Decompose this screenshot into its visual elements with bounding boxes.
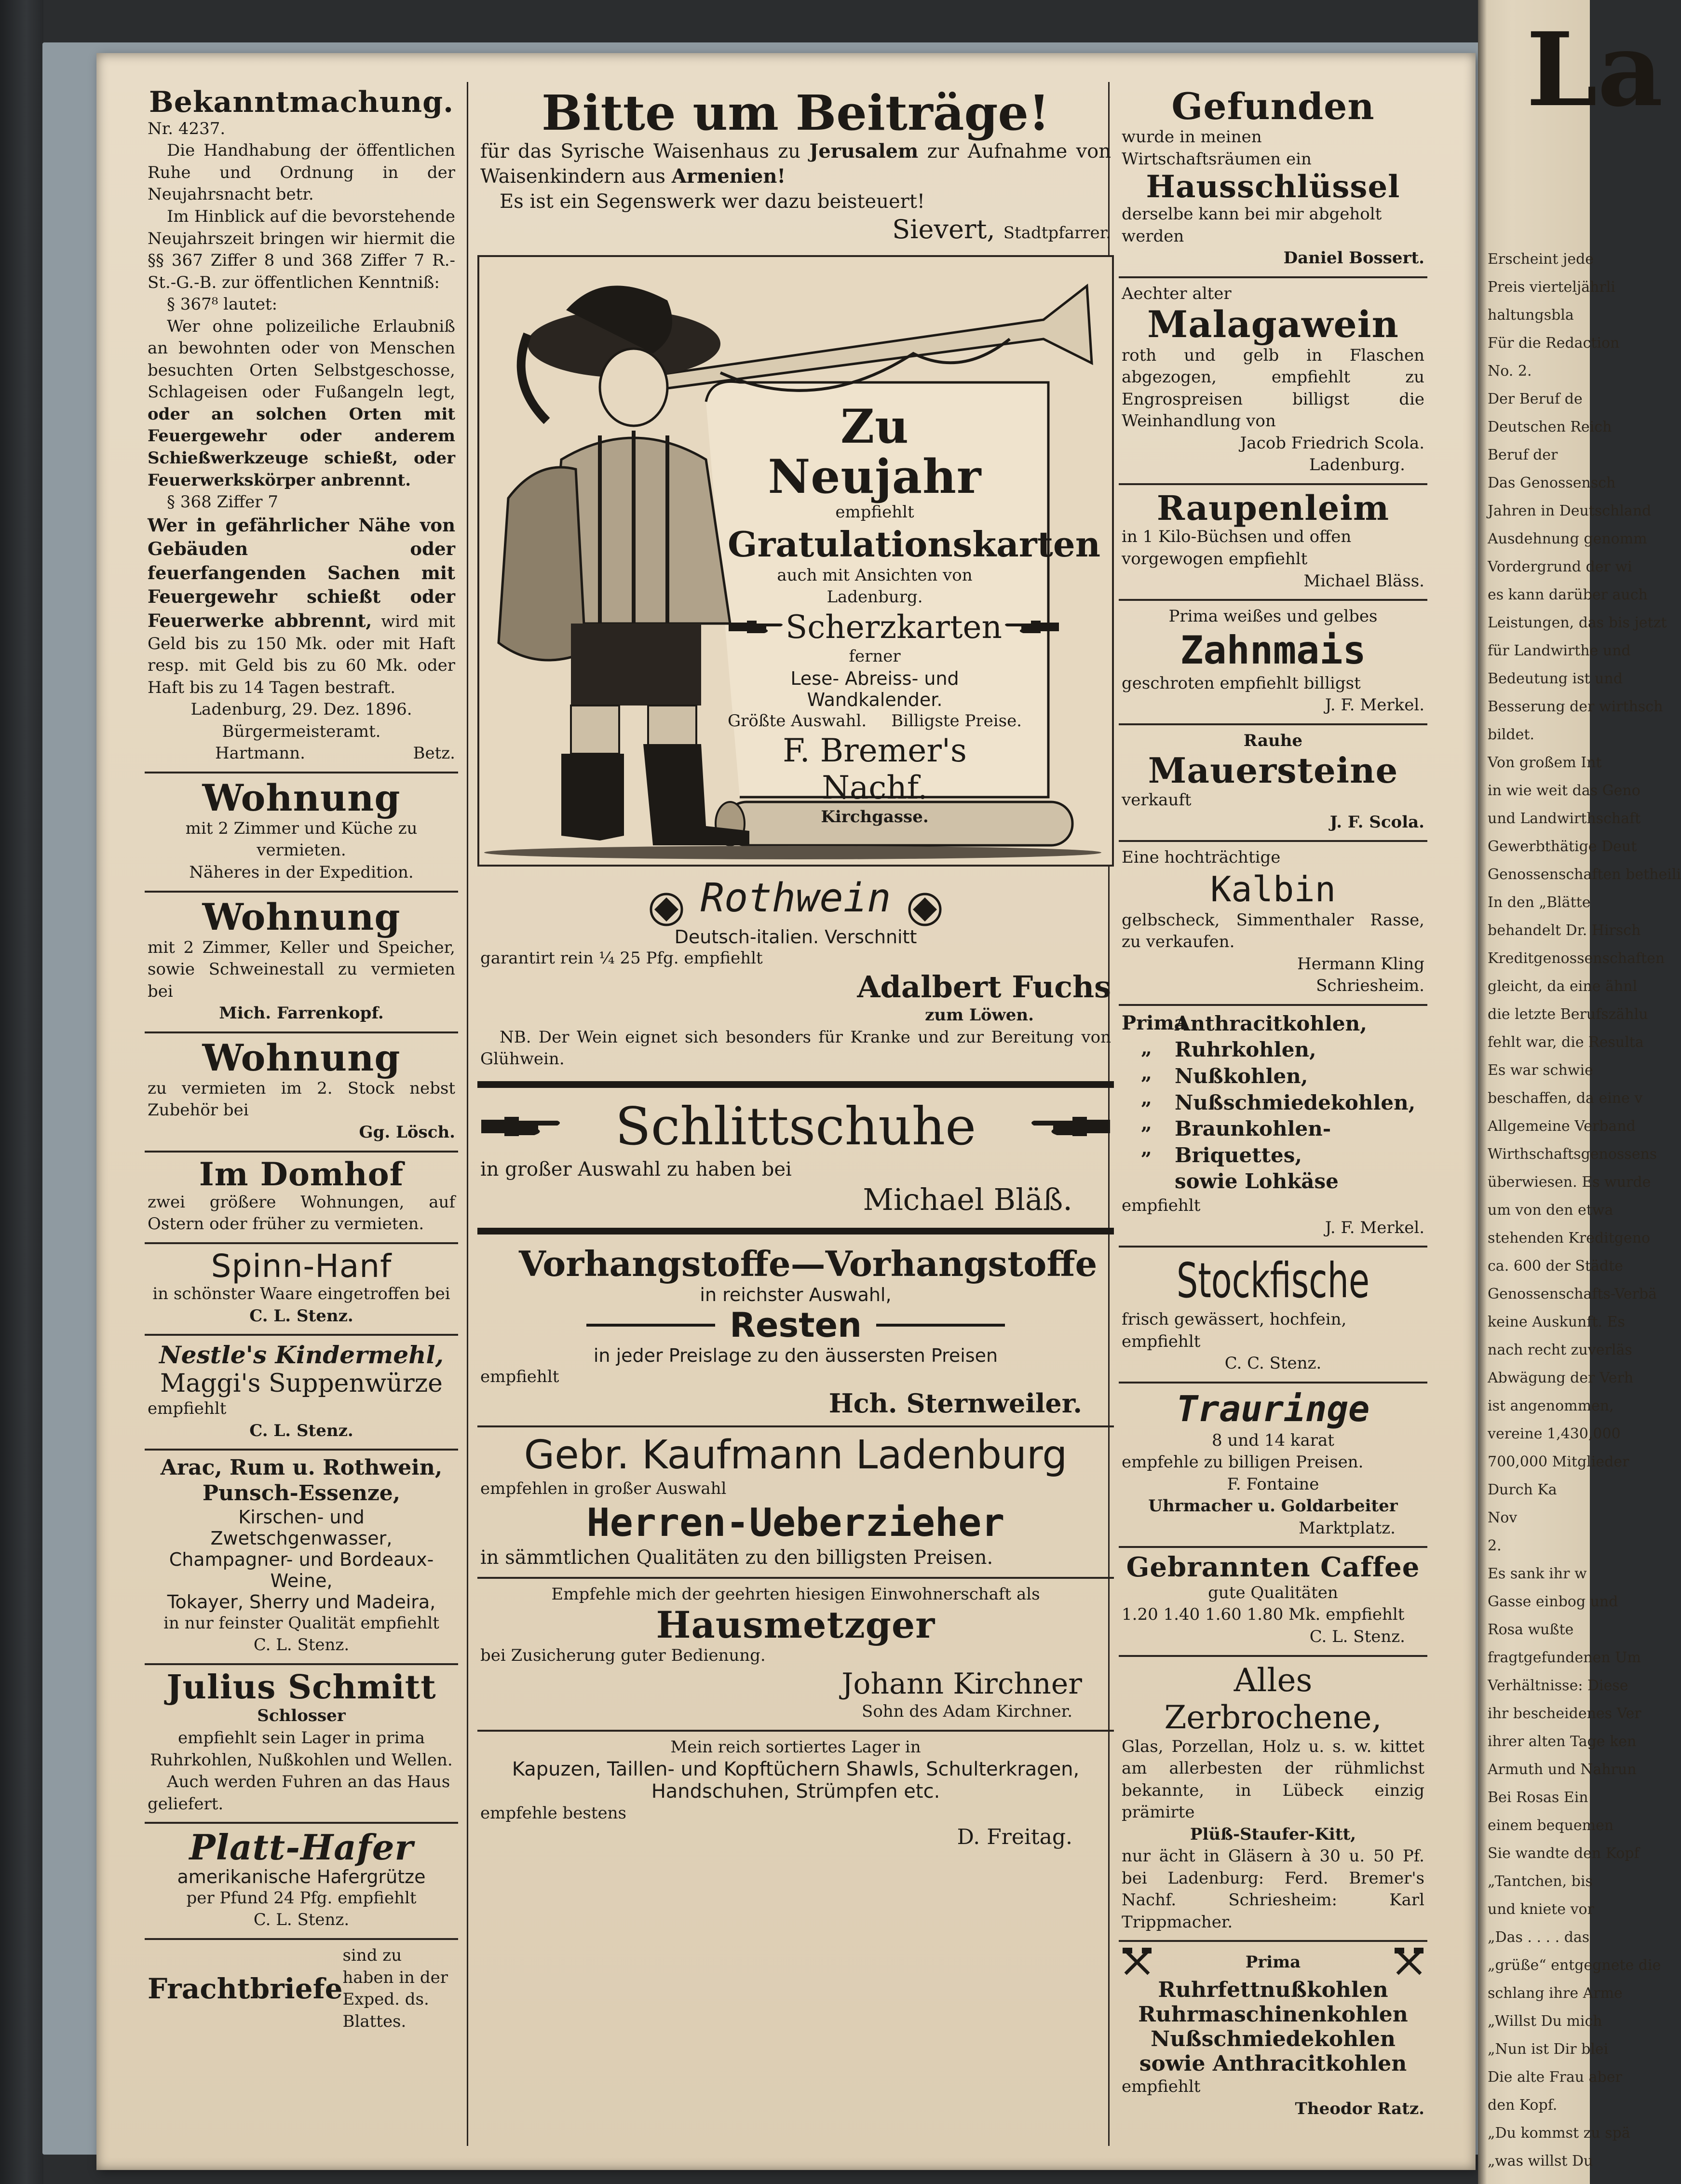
ad-address: zum Löwen.: [925, 1005, 1034, 1025]
adjacent-page-line: Bei Rosas Ein: [1488, 1789, 1588, 1806]
adjacent-page-line: In den „Blätte: [1488, 894, 1591, 911]
ad-gefunden: [1119, 82, 1427, 278]
paragraph-body: [148, 316, 455, 491]
notice-date: Ladenburg, 29. Dez. 1896.: [190, 700, 412, 719]
ad-title: Vorhangstoffe: [825, 1243, 1098, 1284]
ruhr-title-row: [1122, 1947, 1424, 1978]
adjacent-page-line: Beruf der: [1488, 447, 1558, 463]
ad-advertiser: Hermann Kling: [1297, 954, 1424, 974]
signature-left: Hartmann.: [215, 744, 305, 763]
ad-kaufmann: [477, 1427, 1114, 1579]
vorhang-title-row: [480, 1243, 1111, 1284]
adjacent-page-line: No. 2.: [1488, 363, 1532, 380]
adjacent-page-line: Sie wandte den Kopf: [1488, 1845, 1640, 1862]
schlittschuhe-title-row: [480, 1097, 1111, 1157]
adjacent-page-line: Die alte Frau aber: [1488, 2069, 1622, 2086]
coal-item: Anthracitkohlen,: [1175, 1011, 1367, 1035]
ad-text: Näheres in der Expedition.: [189, 862, 414, 882]
ad-arac: [145, 1451, 458, 1665]
ditto-mark: „: [1141, 1036, 1152, 1059]
pointing-hand-icon: [1029, 1114, 1111, 1139]
resten-row: [480, 1305, 1111, 1345]
paragraph-head: § 367⁸ lautet:: [167, 295, 278, 314]
masthead-fragment: La: [1526, 10, 1663, 129]
ad-advertiser: F. Bremer's Nachf.: [783, 732, 967, 807]
ad-product: Nestle's Kindermehl,: [159, 1341, 444, 1370]
ad-title: Platt-Hafer: [189, 1827, 414, 1868]
ad-text: empfiehlt: [1122, 2077, 1201, 2097]
adjacent-page-line: „Tantchen, bis: [1488, 1873, 1593, 1890]
adjacent-page-line: ihrer alten Tage ken: [1488, 1733, 1637, 1750]
ad-text: in jeder Preislage zu den äussersten Preisen: [593, 1344, 998, 1366]
ad-text: in sämmtlichen Qualitäten zu den billigsten Preisen.: [480, 1546, 993, 1569]
notice-body: Im Hinblick auf die bevorstehende Neujahrszeit bringen wir hiermit die §§ 367 Ziffer 8 und 368 Ziffer 7 R.-St.-G.-B. zur öffentlichen Kenntniß:: [148, 206, 455, 292]
ad-note: NB. Der Wein eignet sich besonders für Kranke und zur Bereitung von Glühwein.: [480, 1027, 1111, 1069]
ad-text: Mein reich sortiertes Lager in: [670, 1737, 921, 1757]
ad-text: in großer Auswahl zu haben bei: [480, 1158, 792, 1180]
ad-title: Spinn-Hanf: [211, 1247, 392, 1285]
adjacent-page-line: Genossenschafts-Verbä: [1488, 1286, 1657, 1302]
ad-advertiser: Michael Bläss.: [1303, 571, 1424, 591]
ad-title: Raupenleim: [1156, 488, 1390, 528]
newspaper-page: [96, 53, 1476, 2170]
ad-text: empfehlen in großer Auswahl: [480, 1479, 727, 1499]
ad-product: Maggi's Suppenwürze: [160, 1369, 443, 1398]
adjacent-page-line: ca. 600 der Städte: [1488, 1258, 1623, 1275]
adjacent-page-line: Für die Redaction: [1488, 335, 1620, 352]
ad-text: Champagner- und Bordeaux-Weine,: [169, 1548, 434, 1591]
adjacent-page-line: keine Auskunft. Es: [1488, 1314, 1625, 1330]
adjacent-page-line: Es war schwie: [1488, 1062, 1593, 1079]
ad-text: Tokayer, Sherry und Madeira,: [167, 1591, 436, 1613]
crossed-hammers-icon: [1122, 1947, 1152, 1978]
adjacent-page-line: gleicht, da eine ähnl: [1488, 978, 1638, 995]
ditto-mark: „: [1141, 1086, 1152, 1110]
ad-product: Gratulationskarten: [728, 523, 1101, 565]
adjacent-page-line: 700,000 Mitglieder: [1488, 1453, 1629, 1470]
notice-number: Nr. 4237.: [148, 119, 226, 138]
ad-advertiser: C. L. Stenz.: [249, 1421, 353, 1440]
ad-advertiser: C. C. Stenz.: [1224, 1354, 1322, 1373]
adjacent-page-line: beschaffen, da eine v: [1488, 1090, 1643, 1107]
adjacent-page-line: den Kopf.: [1488, 2097, 1558, 2114]
ad-schlittschuhe: [477, 1092, 1114, 1224]
ad-title: Arac, Rum u. Rothwein, Punsch-Essenze,: [160, 1455, 443, 1506]
diamond-ornament-icon: [650, 893, 683, 926]
prima-label: Prima: [1122, 1011, 1187, 1034]
scroll-text: [728, 399, 1101, 828]
pointing-hand-icon: [728, 619, 786, 635]
ad-title: Bitte um Beiträge!: [542, 84, 1050, 141]
adjacent-page-line: vereine 1,430,000: [1488, 1425, 1621, 1442]
ad-advertiser: C. L. Stenz.: [249, 1306, 353, 1326]
ad-text: zu vermieten im 2. Stock nebst Zubehör bei: [148, 1078, 455, 1120]
ad-text: Kirschen- und Zwetschgenwasser,: [210, 1506, 393, 1549]
adjacent-page-line: Verhältnisse: Diese: [1488, 1677, 1628, 1694]
coal-list-items: [1175, 1011, 1424, 1195]
adjacent-page-line: die letzte Berufszählu: [1488, 1006, 1648, 1023]
adjacent-page-line: Kreditgenossenschaften: [1488, 950, 1665, 967]
ad-title: Frachtbriefe: [148, 1972, 343, 2006]
notice-office: Bürgermeisteramt.: [222, 721, 381, 741]
ditto-mark: „: [1141, 1137, 1152, 1160]
ad-country: Armenien!: [671, 165, 786, 188]
ad-advertiser: Theodor Ratz.: [1295, 2099, 1424, 2119]
ad-title: Malagawein: [1147, 303, 1399, 346]
ad-wohnung-3: [145, 1033, 458, 1153]
signature-title: Stadtpfarrer.: [1003, 223, 1111, 243]
ad-freitag: [477, 1732, 1114, 1856]
adjacent-page-line: Armuth und Nahrun: [1488, 1761, 1637, 1778]
ad-advertiser: C. L. Stenz.: [253, 1910, 350, 1930]
adjacent-page-line: Abwägung der Verh: [1488, 1370, 1634, 1386]
ad-zahnmais: [1119, 601, 1427, 725]
ad-advertiser: C. L. Stenz.: [1309, 1627, 1405, 1647]
ad-text: Handschuhen, Strümpfen etc.: [651, 1780, 940, 1803]
paragraph-bold-text: Wer in gefährlicher Nähe von Gebäuden oder feuerfangenden Sachen mit Feuergewehr schießt oder Feuerwerke abbrennt,: [148, 514, 455, 631]
ad-vorhangstoffe: [477, 1238, 1114, 1428]
adjacent-page-line: Allgemeine Verband: [1488, 1118, 1636, 1135]
offer-row: [728, 710, 1022, 733]
ad-product: Ruhrmaschinenkohlen: [1138, 2002, 1408, 2027]
ad-advertiser: Hch. Sternweiler.: [828, 1388, 1082, 1419]
ad-subtitle: Schlosser: [257, 1706, 346, 1726]
ad-kohlen-merkel: [1119, 1006, 1427, 1248]
ad-platt-hafer: [145, 1824, 458, 1940]
ad-raupenleim: [1119, 485, 1427, 601]
adjacent-page-line: Ausdehnung genomm: [1488, 530, 1647, 547]
ad-advertiser: J. F. Merkel.: [1325, 695, 1424, 715]
ad-text: roth und gelb in Flaschen abgezogen, empfiehlt zu Engrospreisen billigst die Weinhandlung von: [1122, 345, 1424, 431]
ad-text: derselbe kann bei mir abgeholt werden: [1122, 204, 1382, 246]
coal-item: sowie Lohkäse: [1175, 1169, 1339, 1194]
ad-address: Kirchgasse.: [821, 807, 929, 827]
adjacent-page-line: „Du kommst zu spä: [1488, 2125, 1630, 2142]
ad-pretitle: Eine hochträchtige: [1122, 848, 1281, 868]
adjacent-page-line: Erscheint jede: [1488, 251, 1594, 268]
ad-title: Stockfische: [1176, 1252, 1370, 1309]
ad-text: Glas, Porzellan, Holz u. s. w. kittet am allerbesten der rühmlichst bekannte, in Lübeck einzig prämirte: [1122, 1736, 1424, 1822]
ad-advertiser: Mich. Farrenkopf.: [219, 1004, 384, 1023]
ad-title: Wohnung: [202, 776, 401, 819]
ad-advertiser: Daniel Bossert.: [1283, 248, 1424, 268]
ad-text: wurde in meinen Wirtschaftsräumen ein: [1122, 127, 1312, 169]
ornament-line: [876, 1324, 1005, 1327]
ad-malagawein: [1119, 278, 1427, 485]
crossed-hammers-icon: [1394, 1947, 1424, 1978]
adjacent-page-line: „grüße“ entgegnete die: [1488, 1957, 1661, 1974]
adjacent-page-line: Durch Ka: [1488, 1481, 1557, 1498]
adjacent-page-line: fehlt war, die Resulta: [1488, 1034, 1644, 1051]
ad-title: Gefunden: [1171, 85, 1375, 128]
offer-left: Größte Auswahl.: [728, 711, 867, 731]
ad-address: Ladenburg.: [1309, 455, 1405, 475]
notice-subject: Die Handhabung der öffentlichen Ruhe und Ordnung in der Neujahrsnacht betr.: [148, 141, 455, 204]
coal-list: [1122, 1011, 1424, 1195]
ad-text: geschroten empfiehlt billigst: [1122, 673, 1361, 693]
adjacent-page-line: nach recht zuverläs: [1488, 1342, 1632, 1358]
ad-product: Ruhrfettnußkohlen: [1158, 1978, 1388, 2003]
divider: [477, 1228, 1114, 1234]
ad-city: Jerusalem: [809, 140, 919, 163]
ad-advertiser: Jacob Friedrich Scola.: [1240, 433, 1424, 453]
adjacent-page-line: „Das . . . . das: [1488, 1929, 1590, 1946]
title-dash: —: [790, 1243, 826, 1284]
ad-title: Gebrannten Caffee: [1126, 1551, 1420, 1584]
ad-product: Scherzkarten: [786, 608, 1003, 646]
ad-title: Schlittschuhe: [615, 1096, 976, 1157]
adjacent-page-line: „was willst Du: [1488, 2153, 1593, 2170]
ad-text: Kapuzen, Taillen- und Kopftüchern Shawls, Schulterkragen,: [512, 1758, 1080, 1781]
ad-title: Vorhangstoffe: [519, 1243, 791, 1284]
ad-subtitle: Sohn des Adam Kirchner.: [862, 1701, 1072, 1721]
paragraph-body: [148, 514, 455, 699]
adjacent-page-line: Genossenschaften betheili: [1488, 866, 1681, 883]
adjacent-page: [1478, 0, 1681, 2184]
adjacent-page-line: behandelt Dr. Hirsch: [1488, 922, 1641, 939]
column-left: [145, 82, 458, 2039]
adjacent-page-line: Nov: [1488, 1509, 1518, 1526]
ad-text: empfehle zu billigen Preisen.: [1122, 1452, 1364, 1472]
ad-title: Rothwein: [700, 875, 891, 921]
ad-text: Auch werden Fuhren an das Haus geliefert.: [148, 1772, 450, 1814]
ad-text: in schönster Waare eingetroffen bei: [152, 1284, 450, 1304]
binder-edge: [0, 0, 43, 2184]
scherzkarten-row: [728, 609, 1022, 646]
adjacent-page-line: Preis vierteljährli: [1488, 279, 1615, 296]
ad-text: in reichster Auswahl,: [700, 1284, 892, 1305]
ad-text: 8 und 14 karat: [1212, 1430, 1334, 1450]
ad-wohnung-2: [145, 893, 458, 1033]
adjacent-page-line: 2.: [1488, 1537, 1502, 1554]
ad-pretitle: Prima weißes und gelbes: [1168, 607, 1378, 626]
adjacent-page-line: ihr bescheidenes Ver: [1488, 1705, 1641, 1722]
offer-right: Billigste Preise.: [891, 711, 1022, 731]
ad-subtitle: Deutsch-italien. Verschnitt: [674, 926, 917, 948]
ad-hausmetzger: [477, 1579, 1114, 1732]
ad-product: Nußschmiedekohlen: [1151, 2027, 1396, 2052]
signature-right: Betz.: [413, 744, 455, 763]
ad-title: Zahnmais: [1180, 627, 1366, 673]
adjacent-page-line: für Landwirthe und: [1488, 642, 1631, 659]
prima-label: Prima: [1245, 1952, 1301, 1972]
adjacent-page-line: und kniete vor: [1488, 1901, 1594, 1918]
ad-text: ferner: [849, 646, 901, 666]
adjacent-page-line: um von den etwa: [1488, 1202, 1613, 1219]
adjacent-page-line: überwiesen. Es wurde: [1488, 1174, 1651, 1191]
ad-advertiser: C. L. Stenz.: [253, 1635, 350, 1655]
adjacent-page-line: Deutschen Reich: [1488, 419, 1612, 435]
ad-neujahr: [477, 255, 1114, 867]
pointing-hand-icon: [1002, 619, 1060, 635]
adjacent-page-line: Bedeutung ist und: [1488, 670, 1623, 687]
ad-kalbin: [1119, 842, 1427, 1006]
adjacent-page-line: stehenden Kreditgeno: [1488, 1230, 1651, 1247]
coal-item: Nußkohlen,: [1175, 1064, 1308, 1088]
adjacent-page-line: schlang ihre Arme: [1488, 1985, 1623, 2002]
adjacent-page-line: haltungsbla: [1488, 307, 1574, 324]
divider: [477, 1081, 1114, 1088]
ad-advertiser: D. Freitag.: [957, 1824, 1072, 1849]
ditto-mark: „: [1141, 1061, 1152, 1085]
ad-text: empfehle bestens: [480, 1804, 626, 1823]
adjacent-page-line: Wirthschaftsgenossens: [1488, 1146, 1657, 1163]
ad-title: Kalbin: [1210, 868, 1336, 909]
ad-bekanntmachung: [145, 82, 458, 773]
ad-text: sind zu haben in der Exped. ds. Blattes.: [342, 1946, 448, 2031]
adjacent-page-line: Besserung der wirthsch: [1488, 698, 1663, 715]
ad-title: Trauringe: [1176, 1388, 1370, 1430]
adjacent-page-line: bildet.: [1488, 726, 1534, 743]
adjacent-page-line: es kann darüber auch: [1488, 586, 1648, 603]
ad-text: nur ächt in Gläsern à 30 u. 50 Pf. bei Ladenburg: Ferd. Bremer's Nachf. Schriesheim: Karl Trippmacher.: [1122, 1846, 1424, 1932]
adjacent-page-line: Vordergrund der wi: [1488, 558, 1632, 575]
adjacent-page-line: Von großem Int: [1488, 754, 1602, 771]
ad-product: sowie Anthracitkohlen: [1139, 2051, 1407, 2076]
adjacent-page-line: Gasse einbog und: [1488, 1593, 1618, 1610]
pointing-hand-icon: [480, 1114, 562, 1139]
notice-signatures: [148, 743, 455, 765]
ad-advertiser: F. Fontaine: [1227, 1474, 1319, 1494]
adjacent-page-line: Das Genossensch: [1488, 475, 1616, 491]
ad-schmitt: [145, 1665, 458, 1824]
adjacent-page-line: fragtgefundenen Um: [1488, 1649, 1641, 1666]
adjacent-page-line: Leistungen, das bis jetzt: [1488, 614, 1667, 631]
ad-text: in 1 Kilo-Büchsen und offen vorgewogen empfiehlt: [1122, 527, 1352, 569]
ad-text: [480, 139, 1111, 189]
ad-text: bei Zusicherung guter Bedienung.: [480, 1646, 766, 1666]
coal-item: Ruhrkohlen,: [1175, 1038, 1316, 1062]
signature-name: Sievert,: [892, 214, 995, 244]
adjacent-page-line: „Nun ist Dir blei: [1488, 2041, 1609, 2058]
ad-text: empfiehlt: [835, 502, 914, 522]
ad-text-part: für das Syrische Waisenhaus zu: [480, 140, 801, 163]
ad-mauersteine: [1119, 725, 1427, 842]
ad-advertiser: Gg. Lösch.: [359, 1122, 455, 1142]
ad-text: mit 2 Zimmer, Keller und Speicher, sowie Schweinestall zu vermieten bei: [148, 937, 455, 1001]
ad-text: gute Qualitäten: [1208, 1583, 1338, 1602]
ad-advertiser: J. F. Scola.: [1329, 812, 1424, 832]
column-rule-1: [467, 82, 468, 2146]
paragraph-text: wird mit Geld bis zu 150 Mk. oder mit Haft resp. mit Geld bis zu 60 Mk. oder Haft bis zu 14 Tagen bestraft.: [148, 611, 455, 697]
ad-title: Bekanntmachung.: [149, 85, 454, 119]
ad-text: in nur feinster Qualität empfiehlt: [163, 1613, 439, 1633]
column-middle: [477, 82, 1114, 1856]
ad-subtitle: Uhrmacher u. Goldarbeiter: [1148, 1496, 1398, 1516]
ad-text: empfiehlt: [1122, 1195, 1201, 1215]
ad-advertiser: Johann Kirchner: [841, 1667, 1082, 1701]
ad-zerbrochen: [1119, 1657, 1427, 1942]
ad-spinn-hanf: [145, 1244, 458, 1336]
paragraph-head: § 368 Ziffer 7: [167, 492, 278, 512]
ad-title: Hausmetzger: [656, 1603, 935, 1647]
ad-text: gelbscheck, Simmenthaler Rasse, zu verkaufen.: [1122, 910, 1424, 952]
ad-title: Alles Zerbrochene,: [1164, 1661, 1382, 1736]
ad-caffee: [1119, 1548, 1427, 1656]
ad-ruhr-ratz: [1119, 1942, 1427, 2127]
ad-text: Lese- Abreiss- und Wandkalender.: [790, 667, 959, 710]
ad-text: per Pfund 24 Pfg. empfiehlt: [186, 1888, 417, 1908]
ad-advertiser: J. F. Merkel.: [1325, 1218, 1424, 1237]
ad-text: empfiehlt sein Lager in prima Ruhrkohlen, Nußkohlen und Wellen.: [150, 1728, 453, 1770]
ad-text: auch mit Ansichten von Ladenburg.: [777, 565, 973, 607]
ad-text: frisch gewässert, hochfein, empfiehlt: [1122, 1310, 1347, 1351]
ad-trauringe: [1119, 1384, 1427, 1548]
ad-domhof: [145, 1153, 458, 1244]
ad-product: Hausschlüssel: [1146, 169, 1400, 205]
adjacent-page-line: einem bequemen: [1488, 1817, 1614, 1834]
ad-text: amerikanische Hafergrütze: [177, 1866, 426, 1887]
ad-text: Empfehle mich der geehrten hiesigen Einwohnerschaft als: [551, 1584, 1040, 1604]
column-right: [1119, 82, 1427, 2127]
adjacent-page-line: Jahren in Deutschland: [1488, 502, 1652, 519]
ad-pretitle: Aechter alter: [1122, 284, 1232, 303]
ad-title: Zu Neujahr: [768, 399, 982, 504]
ad-address: Marktplatz.: [1299, 1518, 1396, 1538]
ad-title: Wohnung: [202, 1036, 401, 1079]
ornament-line: [586, 1324, 715, 1327]
ad-text: verkauft: [1122, 790, 1192, 810]
ad-text: mit 2 Zimmer und Küche zu vermieten.: [185, 818, 418, 860]
ad-beitraege: [477, 82, 1114, 251]
ad-frachtbriefe: [145, 1940, 458, 2039]
ad-wohnung-1: [145, 773, 458, 893]
ad-text: 1.20 1.40 1.60 1.80 Mk. empfiehlt: [1122, 1605, 1405, 1625]
ad-pretitle: Rauhe: [1243, 731, 1303, 750]
ad-text-part: zur Aufnahme von Waisenkindern aus: [480, 140, 1112, 188]
ad-text: zwei größere Wohnungen, auf Ostern oder früher zu vermieten.: [148, 1192, 455, 1234]
paragraph-text: Wer ohne polizeiliche Erlaubniß an bewohnten oder von Menschen besuchten Orten Selbstgeschosse, Schlageisen oder Fußangeln legt,: [148, 316, 455, 402]
ad-rothwein: [477, 870, 1114, 1077]
ad-text: Es ist ein Segenswerk wer dazu beisteuert!: [500, 190, 925, 213]
adjacent-page-line: „Willst Du mich: [1488, 2013, 1602, 2030]
ad-title: Wohnung: [202, 895, 401, 938]
rothwein-title-row: [480, 875, 1111, 926]
ad-advertiser: Michael Bläß.: [863, 1181, 1072, 1217]
adjacent-page-line: Gewerbthätige Deut: [1488, 838, 1637, 855]
ad-title: Julius Schmitt: [166, 1668, 436, 1707]
ditto-mark: „: [1141, 1112, 1152, 1135]
ad-nestle: [145, 1336, 458, 1451]
ad-stockfische: [1119, 1248, 1427, 1384]
ad-text: empfiehlt: [480, 1367, 559, 1386]
ad-signature: [480, 214, 1111, 244]
ad-product: Herren-Ueberzieher: [586, 1500, 1005, 1545]
ad-product: Resten: [730, 1305, 862, 1345]
adjacent-page-line: und Landwirthschaft: [1488, 810, 1641, 827]
ad-text: garantirt rein ¼ 25 Pfg. empfiehlt: [480, 948, 763, 968]
adjacent-page-line: Der Beruf de: [1488, 391, 1583, 407]
diamond-ornament-icon: [908, 893, 942, 926]
ad-title: Gebr. Kaufmann Ladenburg: [524, 1432, 1068, 1479]
paragraph-bold-text: oder an solchen Orten mit Feuergewehr oder anderem Schießwerkzeuge schießt, oder Feuerwerkskörper anbrennt.: [148, 404, 455, 490]
ad-text: empfiehlt: [148, 1399, 227, 1419]
ad-title: Im Domhof: [199, 1155, 404, 1193]
ad-title: Mauersteine: [1148, 750, 1398, 791]
adjacent-page-line: Es sank ihr w: [1488, 1565, 1587, 1582]
coal-list-markers: [1122, 1011, 1187, 1195]
ad-product: Plüß-Staufer-Kitt,: [1190, 1824, 1356, 1844]
adjacent-page-line: Rosa wußte: [1488, 1621, 1574, 1638]
adjacent-page-line: ist angenommen,: [1488, 1397, 1614, 1414]
coal-item: Braunkohlen-Briquettes,: [1175, 1117, 1331, 1167]
ad-advertiser: Adalbert Fuchs: [857, 969, 1111, 1005]
ad-address: Schriesheim.: [1316, 976, 1424, 996]
coal-item: Nußschmiedekohlen,: [1175, 1090, 1416, 1114]
adjacent-page-line: in wie weit das Geno: [1488, 782, 1640, 799]
